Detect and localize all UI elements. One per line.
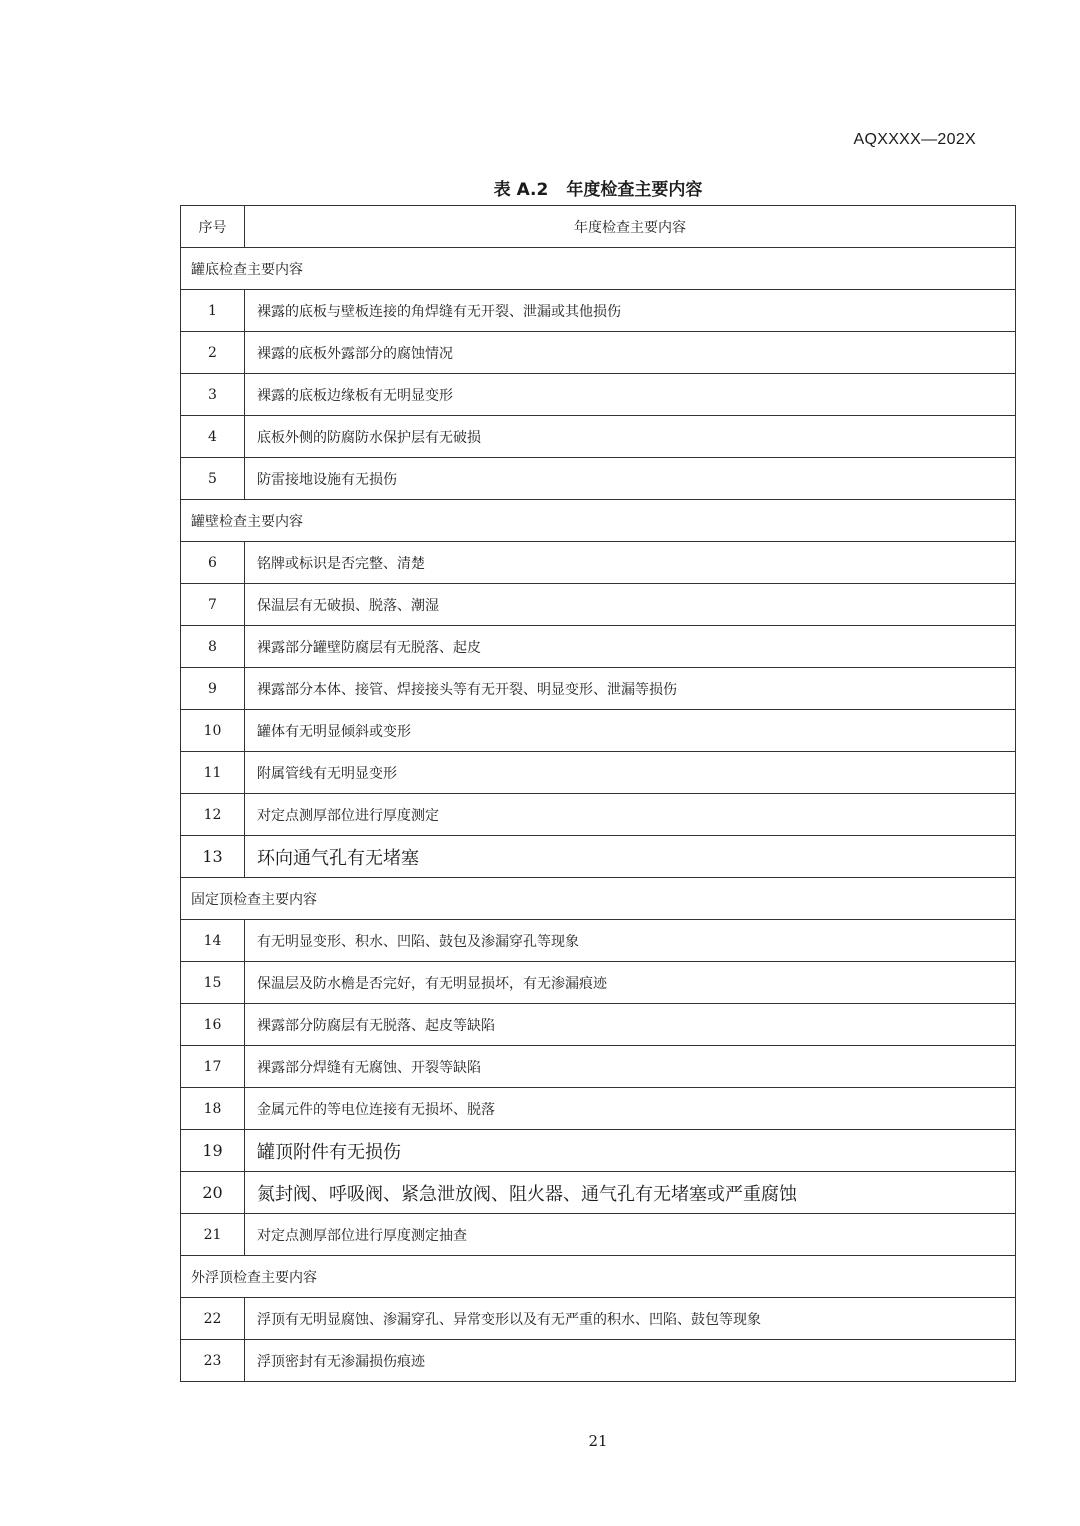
item-number: 20 bbox=[181, 1172, 245, 1214]
table-row bbox=[181, 290, 1016, 332]
item-text: 裸露的底板与壁板连接的角焊缝有无开裂、泄漏或其他损伤 bbox=[245, 290, 1016, 332]
table-row bbox=[181, 710, 1016, 752]
item-text: 裸露部分防腐层有无脱落、起皮等缺陷 bbox=[245, 1004, 1016, 1046]
item-number: 3 bbox=[181, 374, 245, 416]
item-text: 裸露部分本体、接管、焊接接头等有无开裂、明显变形、泄漏等损伤 bbox=[245, 668, 1016, 710]
table-row bbox=[181, 1046, 1016, 1088]
item-number: 4 bbox=[181, 416, 245, 458]
item-text: 有无明显变形、积水、凹陷、鼓包及渗漏穿孔等现象 bbox=[245, 920, 1016, 962]
item-number: 22 bbox=[181, 1298, 245, 1340]
item-text: 保温层及防水檐是否完好，有无明显损坏，有无渗漏痕迹 bbox=[245, 962, 1016, 1004]
table-row bbox=[181, 374, 1016, 416]
item-number: 8 bbox=[181, 626, 245, 668]
column-header-content: 年度检查主要内容 bbox=[245, 206, 1016, 248]
item-text: 罐体有无明显倾斜或变形 bbox=[245, 710, 1016, 752]
item-text: 氮封阀、呼吸阀、紧急泄放阀、阻火器、通气孔有无堵塞或严重腐蚀 bbox=[245, 1172, 1016, 1214]
table-header-row bbox=[181, 206, 1016, 248]
item-number: 16 bbox=[181, 1004, 245, 1046]
table-row bbox=[181, 1004, 1016, 1046]
table-title: 年度检查主要内容 bbox=[566, 180, 703, 200]
item-text: 对定点测厚部位进行厚度测定 bbox=[245, 794, 1016, 836]
section-title: 外浮顶检查主要内容 bbox=[181, 1256, 1016, 1298]
item-text: 附属管线有无明显变形 bbox=[245, 752, 1016, 794]
item-number: 15 bbox=[181, 962, 245, 1004]
item-number: 6 bbox=[181, 542, 245, 584]
section-title: 固定顶检查主要内容 bbox=[181, 878, 1016, 920]
table-row bbox=[181, 626, 1016, 668]
table-row bbox=[181, 794, 1016, 836]
item-text: 防雷接地设施有无损伤 bbox=[245, 458, 1016, 500]
item-text: 裸露部分焊缝有无腐蚀、开裂等缺陷 bbox=[245, 1046, 1016, 1088]
section-row bbox=[181, 248, 1016, 290]
item-number: 23 bbox=[181, 1340, 245, 1382]
table-row bbox=[181, 584, 1016, 626]
item-number: 12 bbox=[181, 794, 245, 836]
table-row bbox=[181, 1172, 1016, 1214]
item-number: 19 bbox=[181, 1130, 245, 1172]
item-text: 铭牌或标识是否完整、清楚 bbox=[245, 542, 1016, 584]
item-text: 裸露的底板外露部分的腐蚀情况 bbox=[245, 332, 1016, 374]
item-number: 13 bbox=[181, 836, 245, 878]
item-number: 17 bbox=[181, 1046, 245, 1088]
page-number: 21 bbox=[588, 1432, 608, 1450]
table-row bbox=[181, 752, 1016, 794]
item-text: 对定点测厚部位进行厚度测定抽查 bbox=[245, 1214, 1016, 1256]
item-number: 21 bbox=[181, 1214, 245, 1256]
table-label: 表 A.2 bbox=[493, 180, 549, 200]
table-row bbox=[181, 962, 1016, 1004]
table-row bbox=[181, 458, 1016, 500]
table-row bbox=[181, 1088, 1016, 1130]
item-text: 罐顶附件有无损伤 bbox=[245, 1130, 1016, 1172]
item-number: 9 bbox=[181, 668, 245, 710]
section-title: 罐底检查主要内容 bbox=[181, 248, 1016, 290]
item-number: 5 bbox=[181, 458, 245, 500]
table-caption bbox=[0, 175, 1080, 200]
item-number: 2 bbox=[181, 332, 245, 374]
table-row bbox=[181, 1130, 1016, 1172]
table-row bbox=[181, 416, 1016, 458]
section-row bbox=[181, 1256, 1016, 1298]
table-row bbox=[181, 1214, 1016, 1256]
item-number: 1 bbox=[181, 290, 245, 332]
table-row bbox=[181, 836, 1016, 878]
table-row bbox=[181, 668, 1016, 710]
section-title: 罐壁检查主要内容 bbox=[181, 500, 1016, 542]
item-number: 14 bbox=[181, 920, 245, 962]
table-row bbox=[181, 920, 1016, 962]
item-text: 金属元件的等电位连接有无损坏、脱落 bbox=[245, 1088, 1016, 1130]
item-text: 底板外侧的防腐防水保护层有无破损 bbox=[245, 416, 1016, 458]
inspection-table bbox=[180, 205, 1016, 1382]
section-row bbox=[181, 878, 1016, 920]
section-row bbox=[181, 500, 1016, 542]
table-row bbox=[181, 1340, 1016, 1382]
item-text: 保温层有无破损、脱落、潮湿 bbox=[245, 584, 1016, 626]
item-text: 环向通气孔有无堵塞 bbox=[245, 836, 1016, 878]
table-row bbox=[181, 332, 1016, 374]
item-text: 浮顶密封有无渗漏损伤痕迹 bbox=[245, 1340, 1016, 1382]
item-text: 裸露的底板边缘板有无明显变形 bbox=[245, 374, 1016, 416]
column-header-no: 序号 bbox=[181, 206, 245, 248]
table-row bbox=[181, 542, 1016, 584]
document-code: AQXXXX—202X bbox=[853, 131, 976, 148]
item-number: 18 bbox=[181, 1088, 245, 1130]
item-number: 10 bbox=[181, 710, 245, 752]
table-row bbox=[181, 1298, 1016, 1340]
item-text: 浮顶有无明显腐蚀、渗漏穿孔、异常变形以及有无严重的积水、凹陷、鼓包等现象 bbox=[245, 1298, 1016, 1340]
item-text: 裸露部分罐壁防腐层有无脱落、起皮 bbox=[245, 626, 1016, 668]
item-number: 11 bbox=[181, 752, 245, 794]
item-number: 7 bbox=[181, 584, 245, 626]
